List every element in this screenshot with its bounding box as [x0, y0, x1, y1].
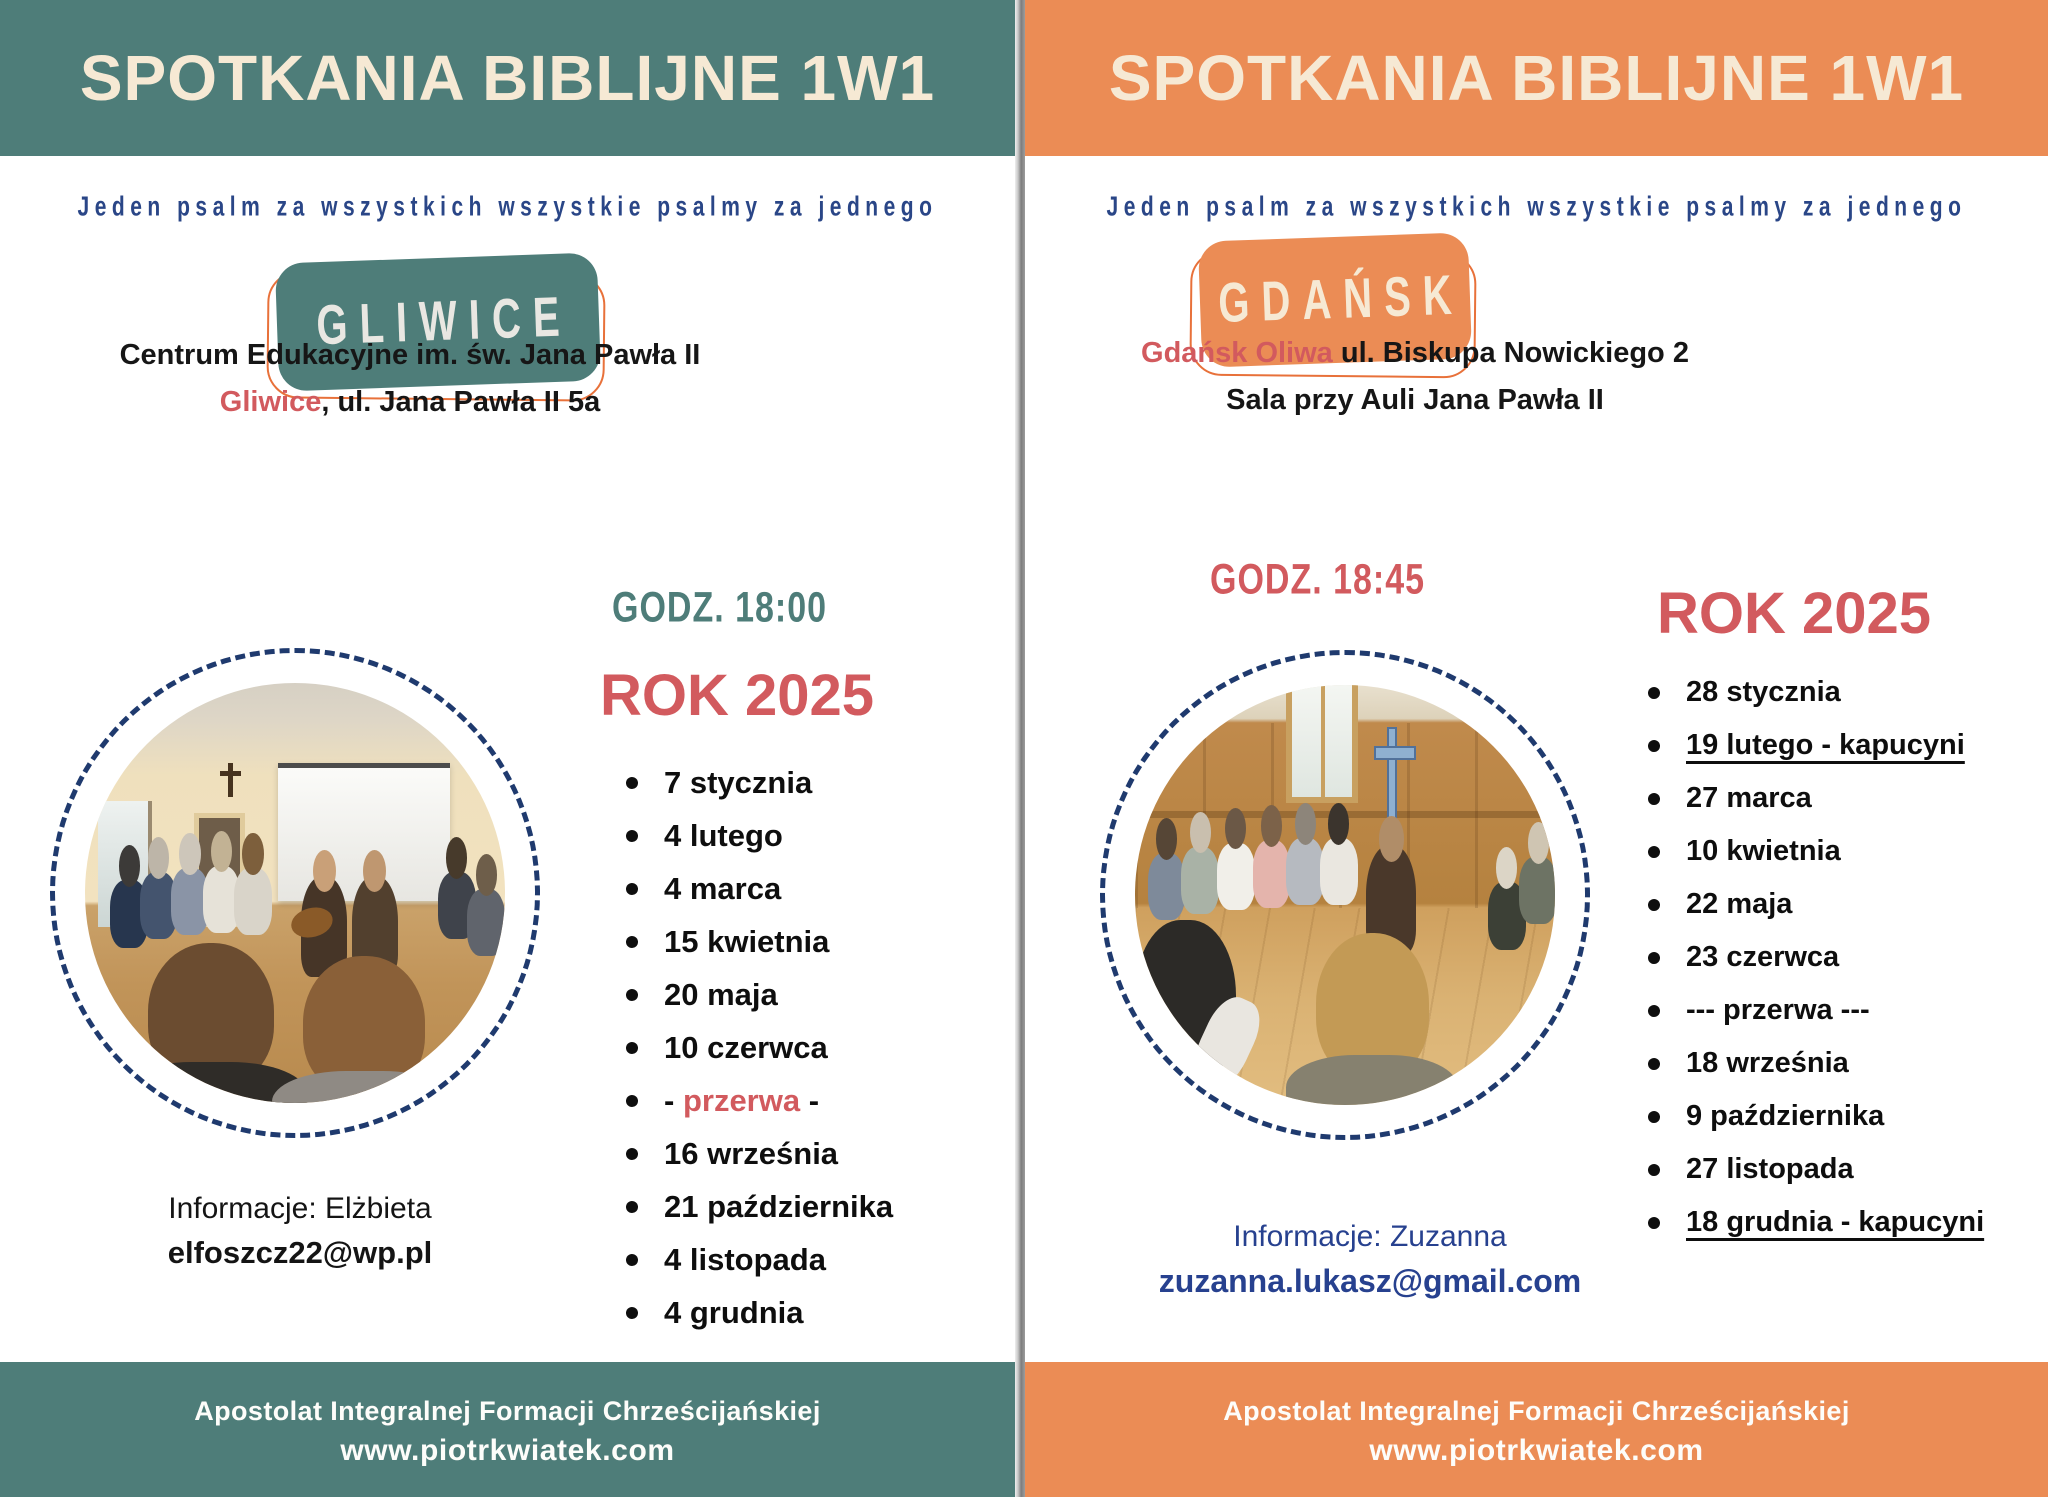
- time-label: GODZ. 18:00: [612, 584, 828, 632]
- person-foreground: [148, 943, 274, 1086]
- date-item-break: [1648, 984, 1984, 1037]
- poster-gliwice: [0, 0, 1015, 1497]
- person-figure: [1519, 857, 1555, 924]
- date-item: [626, 968, 893, 1021]
- date-item: [1648, 931, 1984, 984]
- city-name: GDAŃSK: [1217, 264, 1465, 335]
- contact: [0, 1192, 600, 1271]
- date-item: [626, 862, 893, 915]
- bullet-icon: [626, 830, 638, 842]
- bullet-icon: [626, 883, 638, 895]
- date-item: [626, 1127, 893, 1180]
- bullet-icon: [626, 1148, 638, 1160]
- bullet-icon: [626, 1307, 638, 1319]
- date-text: 4 marca: [664, 870, 782, 906]
- contact-label: Informacje: Zuzanna: [1233, 1220, 1507, 1253]
- address-text: ul. Biskupa Nowickiego 2: [1332, 337, 1689, 369]
- date-text: 16 września: [664, 1135, 839, 1171]
- bullet-icon: [1648, 740, 1660, 752]
- city-name: GLIWICE: [315, 285, 573, 357]
- date-text: 4 lutego: [664, 817, 783, 853]
- address-text: Centrum Edukacyjne im. św. Jana Pawła II: [119, 339, 701, 371]
- address-accent: Gliwice: [219, 386, 322, 418]
- date-text: 7 stycznia: [664, 764, 813, 800]
- bullet-icon: [1648, 1058, 1660, 1070]
- bullet-icon: [1648, 1005, 1660, 1017]
- address-line-2: [0, 379, 820, 426]
- bullet-icon: [626, 1201, 638, 1213]
- bullet-icon: [1648, 899, 1660, 911]
- date-text: 27 listopada: [1686, 1153, 1854, 1185]
- bullet-icon: [626, 777, 638, 789]
- date-text: 4 grudnia: [664, 1294, 804, 1330]
- date-item-break: [626, 1074, 893, 1127]
- bullet-icon: [626, 989, 638, 1001]
- address-accent: Gdańsk Oliwa: [1141, 337, 1333, 369]
- address-line-1: [1025, 330, 1845, 377]
- date-item: [1648, 1143, 1984, 1196]
- break-dash: -: [664, 1082, 683, 1118]
- footer-url: www.piotrkwiatek.com: [340, 1434, 675, 1467]
- poster-divider: [1015, 0, 1025, 1497]
- date-text: 21 października: [664, 1188, 894, 1224]
- date-item: [626, 915, 893, 968]
- bullet-icon: [626, 1254, 638, 1266]
- dates-list: [626, 756, 893, 1339]
- date-item: [626, 756, 893, 809]
- subtitle: Jeden psalm za wszystkich wszystkie psalmy za jednego: [1106, 192, 1967, 222]
- person-figure: [234, 868, 272, 935]
- date-item: [626, 1233, 893, 1286]
- date-text: 18 września: [1686, 1047, 1849, 1079]
- bullet-icon: [1648, 687, 1660, 699]
- person-figure: [1286, 838, 1324, 905]
- address-text: , ul. Jana Pawła II 5a: [321, 386, 601, 418]
- date-text: 10 kwietnia: [1686, 835, 1841, 867]
- person-figure: [1217, 843, 1255, 910]
- person-figure: [1253, 840, 1291, 907]
- time-label: GODZ. 18:45: [1210, 556, 1426, 604]
- contact-email: zuzanna.lukasz@gmail.com: [1158, 1263, 1582, 1299]
- address-line-1: [0, 332, 820, 379]
- date-text: 23 czerwca: [1686, 941, 1840, 973]
- date-text: 9 października: [1686, 1100, 1885, 1132]
- person-figure: [1320, 838, 1358, 905]
- year-label: ROK 2025: [1657, 581, 1932, 646]
- person-figure: [467, 889, 505, 956]
- bullet-icon: [1648, 793, 1660, 805]
- person-foreground: [1316, 933, 1429, 1080]
- date-text: 18 grudnia - kapucyni: [1686, 1206, 1985, 1238]
- footer-band: [0, 1362, 1015, 1497]
- bullet-icon: [626, 1095, 638, 1107]
- bullet-icon: [626, 1042, 638, 1054]
- footer-url: www.piotrkwiatek.com: [1369, 1434, 1704, 1467]
- date-item: [626, 809, 893, 862]
- break-word: przerwa: [682, 1082, 801, 1118]
- photo-meeting-gdansk: [1135, 685, 1555, 1105]
- address-line-2: [1025, 377, 1845, 424]
- date-text: 28 stycznia: [1686, 676, 1841, 708]
- date-item: [626, 1180, 893, 1233]
- date-item: [1648, 666, 1984, 719]
- contact-email: elfoszcz22@wp.pl: [167, 1235, 433, 1270]
- contact: [1025, 1220, 1715, 1300]
- break-dash: -: [800, 1082, 820, 1118]
- date-item: [1648, 719, 1984, 772]
- address: [1025, 330, 1845, 424]
- date-text: 10 czerwca: [664, 1029, 828, 1065]
- window-shape: [1286, 685, 1357, 803]
- poster-title: SPOTKANIA BIBLIJNE 1W1: [79, 42, 936, 114]
- bullet-icon: [1648, 952, 1660, 964]
- date-item: [1648, 1037, 1984, 1090]
- date-item: [1648, 825, 1984, 878]
- date-item: [626, 1286, 893, 1339]
- bullet-icon: [1648, 846, 1660, 858]
- poster-title: SPOTKANIA BIBLIJNE 1W1: [1108, 42, 1965, 114]
- subtitle: Jeden psalm za wszystkich wszystkie psalmy za jednego: [77, 192, 938, 222]
- header-band: [1025, 0, 2048, 156]
- date-text: [664, 1083, 819, 1119]
- date-text: 22 maja: [1686, 888, 1793, 920]
- bullet-icon: [1648, 1111, 1660, 1123]
- date-text: 15 kwietnia: [664, 923, 830, 959]
- date-text: 19 lutego - kapucyni: [1686, 729, 1965, 761]
- date-item: [626, 1021, 893, 1074]
- date-text: --- przerwa ---: [1686, 994, 1870, 1026]
- header-band: [0, 0, 1015, 156]
- dates-list: [1648, 666, 1984, 1249]
- contact-label: Informacje: Elżbieta: [168, 1192, 432, 1225]
- bullet-icon: [626, 936, 638, 948]
- person-foreground: [303, 956, 425, 1095]
- bullet-icon: [1648, 1164, 1660, 1176]
- cross-icon: [228, 763, 233, 797]
- photo-meeting-gliwice: [85, 683, 505, 1103]
- date-text: 27 marca: [1686, 782, 1812, 814]
- date-text: 20 maja: [664, 976, 778, 1012]
- date-item: [1648, 1090, 1984, 1143]
- poster-gdansk: [1025, 0, 2048, 1497]
- date-item: [1648, 878, 1984, 931]
- person-figure: [1148, 853, 1186, 920]
- address-text: Sala przy Auli Jana Pawła II: [1226, 384, 1604, 416]
- date-text: 4 listopada: [664, 1241, 826, 1277]
- date-item: [1648, 772, 1984, 825]
- address: [0, 332, 820, 426]
- person-figure: [1181, 847, 1219, 914]
- footer-org: Apostolat Integralnej Formacji Chrześcijańskiej: [1223, 1396, 1850, 1426]
- footer-org: Apostolat Integralnej Formacji Chrześcijańskiej: [194, 1396, 821, 1426]
- footer-band: [1025, 1362, 2048, 1497]
- year-label: ROK 2025: [600, 663, 875, 728]
